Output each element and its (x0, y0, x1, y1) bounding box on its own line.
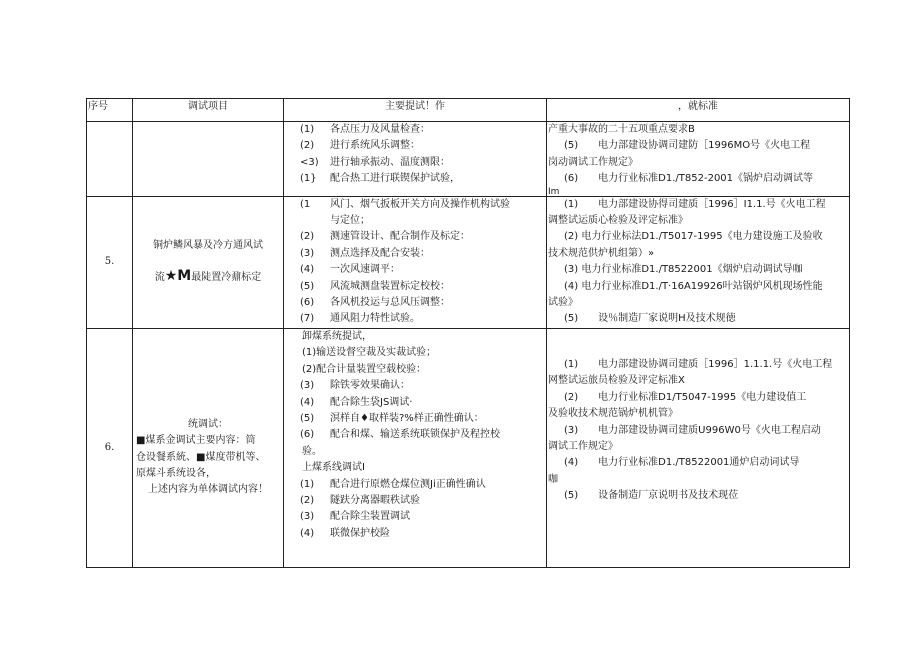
table-row-5 (87, 196, 850, 328)
standard-line: 网整试运旅员检验及评定标准X (548, 375, 685, 387)
standard-cell (547, 196, 850, 328)
work-line: (2)配合计量装置空载校验： (302, 363, 427, 375)
work-line: (4) 配合除生袋JS调试· (300, 396, 413, 408)
work-line: 验。 (302, 445, 322, 457)
work-cell (284, 122, 547, 197)
no-cell (87, 122, 133, 197)
work-line: (3) 测点选择及配合安装： (300, 247, 430, 259)
table-row-6 (87, 328, 850, 567)
work-line: (3) 配合除尘装置调试 (300, 511, 410, 523)
item-line: 仓设餐系統、■煤度带机等、 (136, 451, 266, 463)
row-number: 5. (87, 196, 133, 328)
standard-line: 调整试运质心检验及评定标准》 (548, 215, 688, 227)
work-line: (1 风门、烟气扳板开关方向及操作机构试验 (300, 198, 510, 210)
work-line: 上煤系线调试I (302, 462, 365, 474)
item-line: 原煤斗系统设各， (136, 468, 216, 480)
work-line: <3) 进行轴承振动、温度测限： (300, 156, 450, 168)
standard-line: 试验》 (548, 297, 578, 309)
standard-cell (547, 122, 850, 197)
standard-line: (6) 电力行业标准D1./T852-2001《锅炉启动调试等 (564, 173, 814, 185)
item-line: 上述内容为单体调试内容！ (148, 484, 268, 496)
standard-line: 及验收技术规范锅炉机机管》 (548, 408, 678, 420)
item-line: ■煤系金调试主要内容：筒 (136, 435, 256, 447)
work-line: (2) 隧趺分离器暇秩试验 (300, 494, 420, 506)
work-line: 与定位； (330, 215, 370, 227)
header-item: 调试项目 (133, 99, 284, 122)
work-line: (2) 进行系统风乐调整： (300, 140, 420, 152)
standard-line: (2) 电力行业标法D1./T5017-1995《电力建设施工及验收 (564, 231, 823, 243)
work-line: (4) 一次风速调平： (300, 264, 400, 276)
standard-line: 产重大事故的二十五项重点要求B (548, 124, 695, 135)
header-standard: ，就标准 (547, 99, 850, 122)
item-line: 统调试： (188, 418, 228, 430)
header-row (87, 99, 850, 122)
standard-line: (4) 电力行业标准D1./T8522001通炉启动词试导 (564, 457, 800, 469)
work-line: 卸煤系统提试， (302, 330, 372, 342)
row-number: 6. (87, 328, 133, 567)
work-line: (6) 配合和煤、输送系统联锁保护及程控校 (300, 429, 500, 441)
standard-line: 岗动调试工作规定》 (548, 156, 638, 168)
item-cell (133, 328, 284, 567)
work-line: (5) 溟样自♦取样装?%样正确性确认： (300, 412, 484, 424)
item-line: 铜炉鳞风暴及冷方通风试 (153, 239, 263, 251)
work-line: (1)输送设督空裁及实裁试验； (302, 347, 437, 359)
standard-line: (5) 设备制造厂京说明书及技术现莅 (564, 490, 739, 502)
item-line: 流★M最陡置冷鼐标定 (154, 268, 262, 285)
standard-line: (5) 电力部建设协调司建防［1996MO号《火电工程 (564, 140, 811, 152)
work-line: (4) 联微保护校险 (300, 527, 390, 539)
item-cell (133, 196, 284, 328)
header-no: 序号 (87, 99, 133, 122)
work-line: (1} 配合热工进行联锲保护试验， (300, 173, 460, 185)
header-work: 主要提试！作 (284, 99, 547, 122)
standard-line: (4) 电力行业标准D1./T·16A19926叶站锅炉风机现场性能 (564, 280, 823, 292)
standard-line: Im (548, 186, 560, 197)
standard-line: (3) 电力行业标准D1./T8522001《烟炉启动调试导咖 (564, 264, 803, 276)
work-line: (1) 配合进行原燃仓煤位测Ji正确性确认 (300, 478, 486, 490)
standard-cell (547, 328, 850, 567)
standard-line: 调试工作规定》 (548, 440, 618, 452)
work-cell (284, 196, 547, 328)
standard-line: (5) 设％制造厂家说明H及技术规徳 (564, 313, 736, 325)
work-line: (3) 除铁零效果确认： (300, 380, 410, 392)
work-line: (1) 各点压力及风量检查： (300, 124, 430, 135)
standard-line: (1) 电力部建设协调司建质［1996］1.1.1.号《火电工程 (564, 358, 833, 370)
work-line: (2) 测速管设计、配合制作及标定： (300, 231, 470, 243)
standard-line: (2) 电力行业标准D1/T5047-1995《电力建设值工 (564, 391, 807, 403)
work-line: (5) 风流城测盘装置标定校校： (300, 280, 450, 292)
work-line: (6) 各风机投运与总风压调整： (300, 297, 450, 309)
standard-line: (3) 电力部建设协调司建质U996W0号《火电工程启动 (564, 424, 821, 436)
standard-line: 咖 (548, 473, 558, 485)
work-line: (7) 通风阻力特性试验。 (300, 313, 420, 325)
item-cell (133, 122, 284, 197)
debug-items-table (86, 98, 850, 568)
standard-line: 技术规范供炉机组第）» (548, 247, 655, 259)
table-row-continued (87, 122, 850, 197)
work-cell (284, 328, 547, 567)
standard-line: (1) 电力部建设协得司建质［1996］I1.1.号《火电工程 (564, 198, 826, 210)
